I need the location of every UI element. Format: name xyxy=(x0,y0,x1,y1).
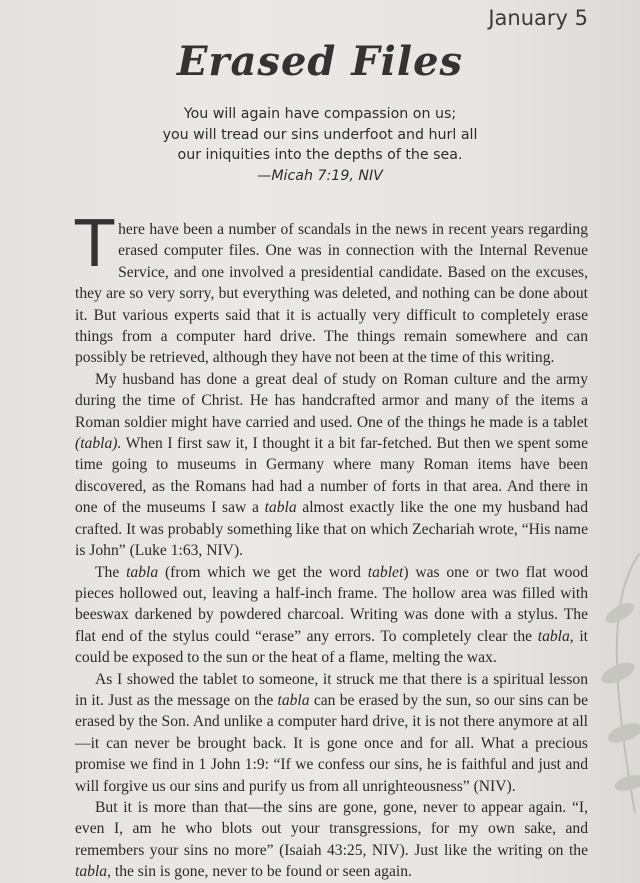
paragraph-4-text-b: can be erased by the sun, so our sins can be erased by the Son. And unlike a computer hard drive, it is not there anymore at all—it can never be brought back. It is gone once and for all. What a precious promise we find in 1 John 1:9: “If we confess our sins, he is faithful and just and will forgive us our sins and purify us from all unrighteousness” (NIV). xyxy=(75,691,588,795)
paragraph-1 xyxy=(75,208,588,369)
paragraph-3-text-d: , it could be exposed to the sun or the heat of a flame, melting the wax. xyxy=(75,627,588,667)
devotional-body xyxy=(75,208,588,883)
paragraph-5-italic-1: tabla xyxy=(75,863,108,881)
leaf-decoration-icon xyxy=(590,553,640,813)
drop-cap: T xyxy=(75,208,115,282)
paragraph-5-text-a: But it is more than that—the sins are gone, gone, never to appear again. “I, even I, am he who blots out your transgressions, for my own sake, and remembers your sins no more” (Isaiah 43:25, NIV). Just like the writing on the xyxy=(75,798,588,859)
paragraph-3-text-c: ) was one or two flat wood pieces hollowed out, leaving a half-inch frame. The hollow area was filled with beeswax darkened by powdered charcoal. Writing was done with a stylus. The flat end of the stylus could “erase” any errors. To completely clear the xyxy=(75,563,588,645)
page-date: January 5 xyxy=(488,6,588,30)
paragraph-3-text-b: (from which we get the word xyxy=(158,563,368,581)
paragraph-2-text-c: almost exactly like the one my husband had crafted. It was probably something like that on which Zechariah wrote, “His name is John” (Luke 1:63, NIV). xyxy=(75,499,588,560)
paragraph-3-italic-1: tabla xyxy=(126,563,159,581)
paragraph-4-italic-1: tabla xyxy=(277,691,310,709)
paragraph-3-italic-3: tabla xyxy=(537,627,570,645)
scripture-verse xyxy=(0,104,640,186)
verse-line-3: our iniquities into the depths of the sea. xyxy=(177,147,463,163)
paragraph-3-italic-2: tablet xyxy=(367,563,404,581)
verse-line-1: You will again have compassion on us; xyxy=(183,106,457,122)
paragraph-3-text-a: The xyxy=(95,563,127,581)
paragraph-5-text-b: , the sin is gone, never to be found or seen again. xyxy=(107,863,412,881)
paragraph-2-text-b: When I first saw it, I thought it a bit far-fetched. But then we spent some time going to museums in Germany where many Roman items have been discovered, as the Romans had had a number of forts in that area. And there in one of the museums I saw a xyxy=(75,435,588,517)
verse-reference: —Micah 7:19, NIV xyxy=(257,167,383,184)
paragraph-3 xyxy=(75,562,588,669)
verse-line-2: you will tread our sins underfoot and hurl all xyxy=(162,126,478,143)
paragraph-1-text: here have been a number of scandals in the news in recent years regarding erased computer files. One was in connection with the Internal Revenue Service, and one involved a presidential candidate. Based on the excuses, they are so very sorry, but everything was deleted, and nothing can be done about it. But various experts said that it is actually very difficult to completely erase things from a computer hard drive. The things remain somewhere and can possibly be retrieved, although they have not been at the time of this writing. xyxy=(75,221,588,367)
devotional-title: Erased Files xyxy=(176,38,464,85)
paragraph-4 xyxy=(75,669,588,797)
paragraph-2 xyxy=(75,369,588,562)
paragraph-4-text-a: As I showed the tablet to someone, it struck me that there is a spiritual lesson in it. Just as the message on the xyxy=(75,670,588,709)
paragraph-5 xyxy=(75,797,588,883)
paragraph-2-italic-2: tabla xyxy=(264,499,297,517)
paragraph-2-text-a: My husband has done a great deal of study on Roman culture and the army during the time of Christ. He has handcrafted armor and many of the items a Roman soldier might have carried and used. One of the things he made is a tablet xyxy=(75,370,588,431)
paragraph-2-italic-1: (tabla). xyxy=(75,435,122,453)
